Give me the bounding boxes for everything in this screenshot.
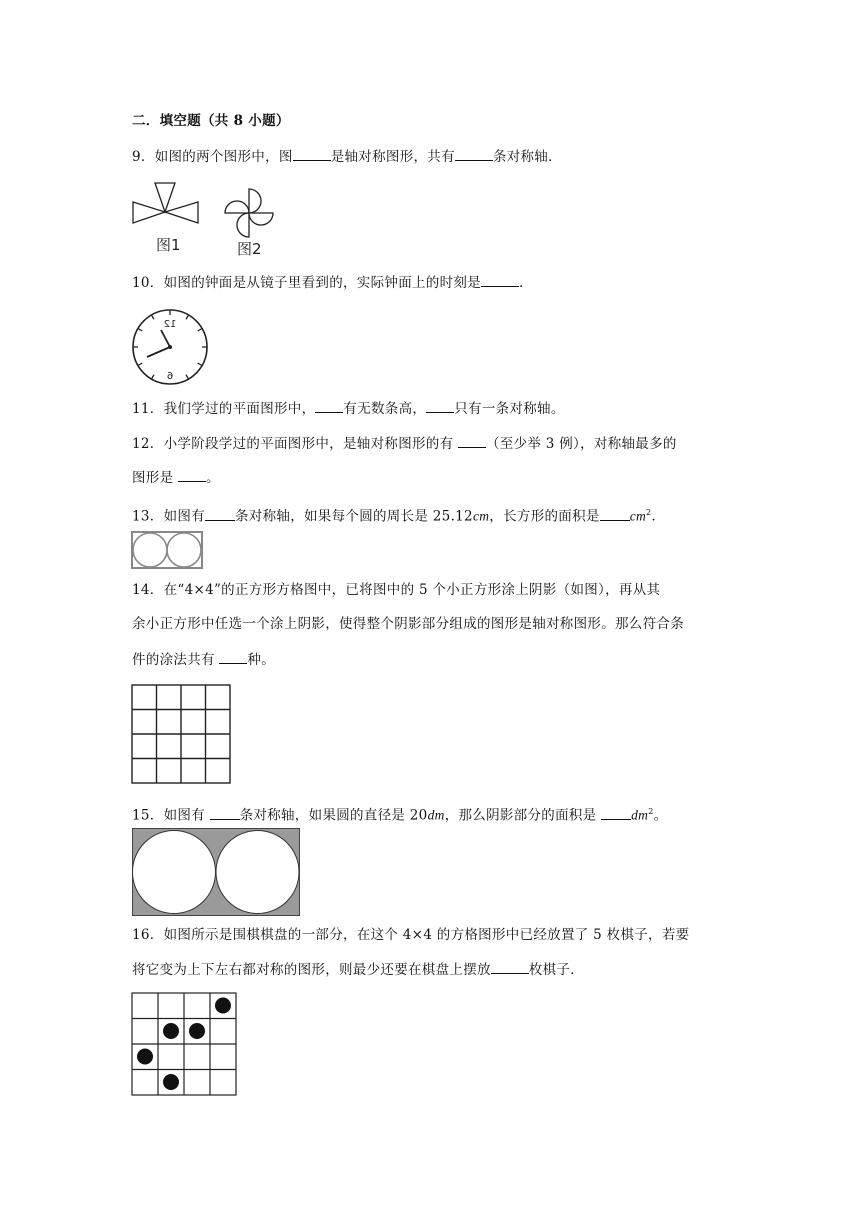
q9-number: 9． bbox=[132, 149, 155, 165]
q13-unit-2: cm bbox=[629, 508, 647, 524]
q14-text-1: 在“4×4”的正方形方格图中，已将图中的 5 个小正方形涂上阴影（如图），再从其 bbox=[163, 582, 661, 598]
q14-text-2: 余小正方形中任选一个涂上阴影，使得整个阴影部分组成的图形是轴对称图形。那么符合条 bbox=[132, 616, 684, 632]
q10-number: 10． bbox=[132, 275, 164, 291]
q9-text-2: 是轴对称图形，共有 bbox=[330, 149, 455, 165]
question-11 bbox=[132, 398, 565, 419]
q15-text-4: 。 bbox=[653, 807, 668, 824]
q9-blank-1[interactable] bbox=[293, 146, 331, 161]
go-stone bbox=[215, 998, 231, 1014]
q13-figure bbox=[131, 531, 203, 569]
q15-number: 15． bbox=[132, 807, 164, 824]
q10-blank[interactable] bbox=[481, 272, 519, 287]
q12-text-2: （至少举 3 例），对称轴最多的 bbox=[485, 436, 677, 452]
q16-number: 16． bbox=[132, 927, 164, 943]
q15-text-3: ，那么阴影部分的面积是 bbox=[444, 807, 602, 824]
q15-unit-2-sup: 2 bbox=[648, 807, 654, 816]
q12-blank-2[interactable] bbox=[178, 467, 206, 482]
q12-blank-1[interactable] bbox=[458, 433, 486, 448]
question-14-line-2 bbox=[132, 614, 684, 634]
go-stone bbox=[163, 1023, 179, 1039]
q16-text-2: 将它变为上下左右都对称的图形，则最少还要在棋盘上摆放 bbox=[132, 962, 491, 978]
question-15 bbox=[132, 802, 667, 826]
go-stone bbox=[137, 1049, 153, 1065]
q15-unit-2: dm bbox=[631, 807, 649, 823]
q10-mirrored-clock bbox=[130, 307, 210, 387]
question-10 bbox=[132, 272, 533, 293]
q15-figure bbox=[132, 828, 300, 916]
go-stone bbox=[163, 1074, 179, 1090]
question-14-line-3 bbox=[132, 649, 275, 670]
question-13 bbox=[132, 503, 665, 527]
q9-figure-2 bbox=[222, 186, 276, 240]
q11-text-3: 只有一条对称轴。 bbox=[454, 401, 565, 417]
q9-blank-2[interactable] bbox=[455, 146, 493, 161]
q16-text-3: 枚棋子． bbox=[528, 962, 585, 978]
q13-text-3: ，长方形的面积是 bbox=[489, 508, 600, 525]
q9-figure-1 bbox=[130, 180, 202, 230]
q16-text-1: 如图所示是围棋棋盘的一部分，在这个 4×4 的方格图形中已经放置了 5 枚棋子，若要 bbox=[163, 927, 690, 943]
q16-blank[interactable] bbox=[491, 959, 529, 974]
q12-text-3: 图形是 bbox=[132, 470, 178, 486]
q12-number: 12． bbox=[132, 436, 164, 452]
section-title: 二．填空题（共 8 小题） bbox=[132, 113, 290, 129]
q13-text-2: 条对称轴，如果每个圆的周长是 25.12 bbox=[235, 508, 473, 525]
q11-blank-1[interactable] bbox=[315, 398, 343, 413]
q15-unit-1: dm bbox=[427, 807, 445, 823]
q13-text-4: ． bbox=[651, 508, 666, 525]
q9-text-1: 如图的两个图形中，图 bbox=[154, 149, 293, 165]
q13-number: 13． bbox=[132, 508, 164, 525]
clock-numeral-top: 12 bbox=[163, 319, 177, 330]
q9-text-3: 条对称轴． bbox=[492, 149, 562, 165]
q11-number: 11． bbox=[132, 401, 164, 417]
q14-text-3: 件的涂法共有 bbox=[132, 652, 220, 668]
q12-text-1: 小学阶段学过的平面图形中，是轴对称图形的有 bbox=[163, 436, 458, 452]
q13-unit-2-sup: 2 bbox=[646, 508, 652, 517]
q12-text-4: 。 bbox=[206, 470, 220, 486]
q9-figure-1-label: 图1 bbox=[156, 236, 181, 254]
q10-text-2: ． bbox=[519, 275, 533, 291]
q15-blank-2[interactable] bbox=[601, 805, 631, 820]
q11-text-2: 有无数条高， bbox=[343, 401, 427, 417]
q15-text-1: 如图有 bbox=[163, 807, 210, 824]
q15-blank-1[interactable] bbox=[210, 805, 240, 820]
q14-number: 14． bbox=[132, 582, 164, 598]
question-9 bbox=[132, 146, 562, 167]
q13-blank-1[interactable] bbox=[205, 506, 235, 521]
question-12-line-2 bbox=[132, 467, 220, 488]
q15-text-2: 条对称轴，如果圆的直径是 20 bbox=[239, 807, 428, 824]
q9-figure-2-label: 图2 bbox=[237, 240, 262, 258]
go-stone bbox=[189, 1023, 205, 1039]
question-12-line-1 bbox=[132, 433, 677, 454]
q11-text-1: 我们学过的平面图形中， bbox=[163, 401, 316, 417]
question-16-line-1 bbox=[132, 925, 689, 945]
q14-text-4: 种。 bbox=[247, 652, 276, 668]
question-16-line-2 bbox=[132, 959, 584, 980]
q13-blank-2[interactable] bbox=[600, 506, 630, 521]
q14-grid bbox=[131, 684, 231, 784]
q13-text-1: 如图有 bbox=[163, 508, 205, 525]
q10-text-1: 如图的钟面是从镜子里看到的，实际钟面上的时刻是 bbox=[163, 275, 481, 291]
q14-blank[interactable] bbox=[219, 649, 247, 664]
clock-numeral-bottom: 6 bbox=[166, 371, 174, 382]
question-14-line-1 bbox=[132, 580, 660, 600]
q16-go-board bbox=[131, 992, 237, 1096]
q11-blank-2[interactable] bbox=[426, 398, 454, 413]
q13-unit-1: cm bbox=[472, 508, 490, 524]
